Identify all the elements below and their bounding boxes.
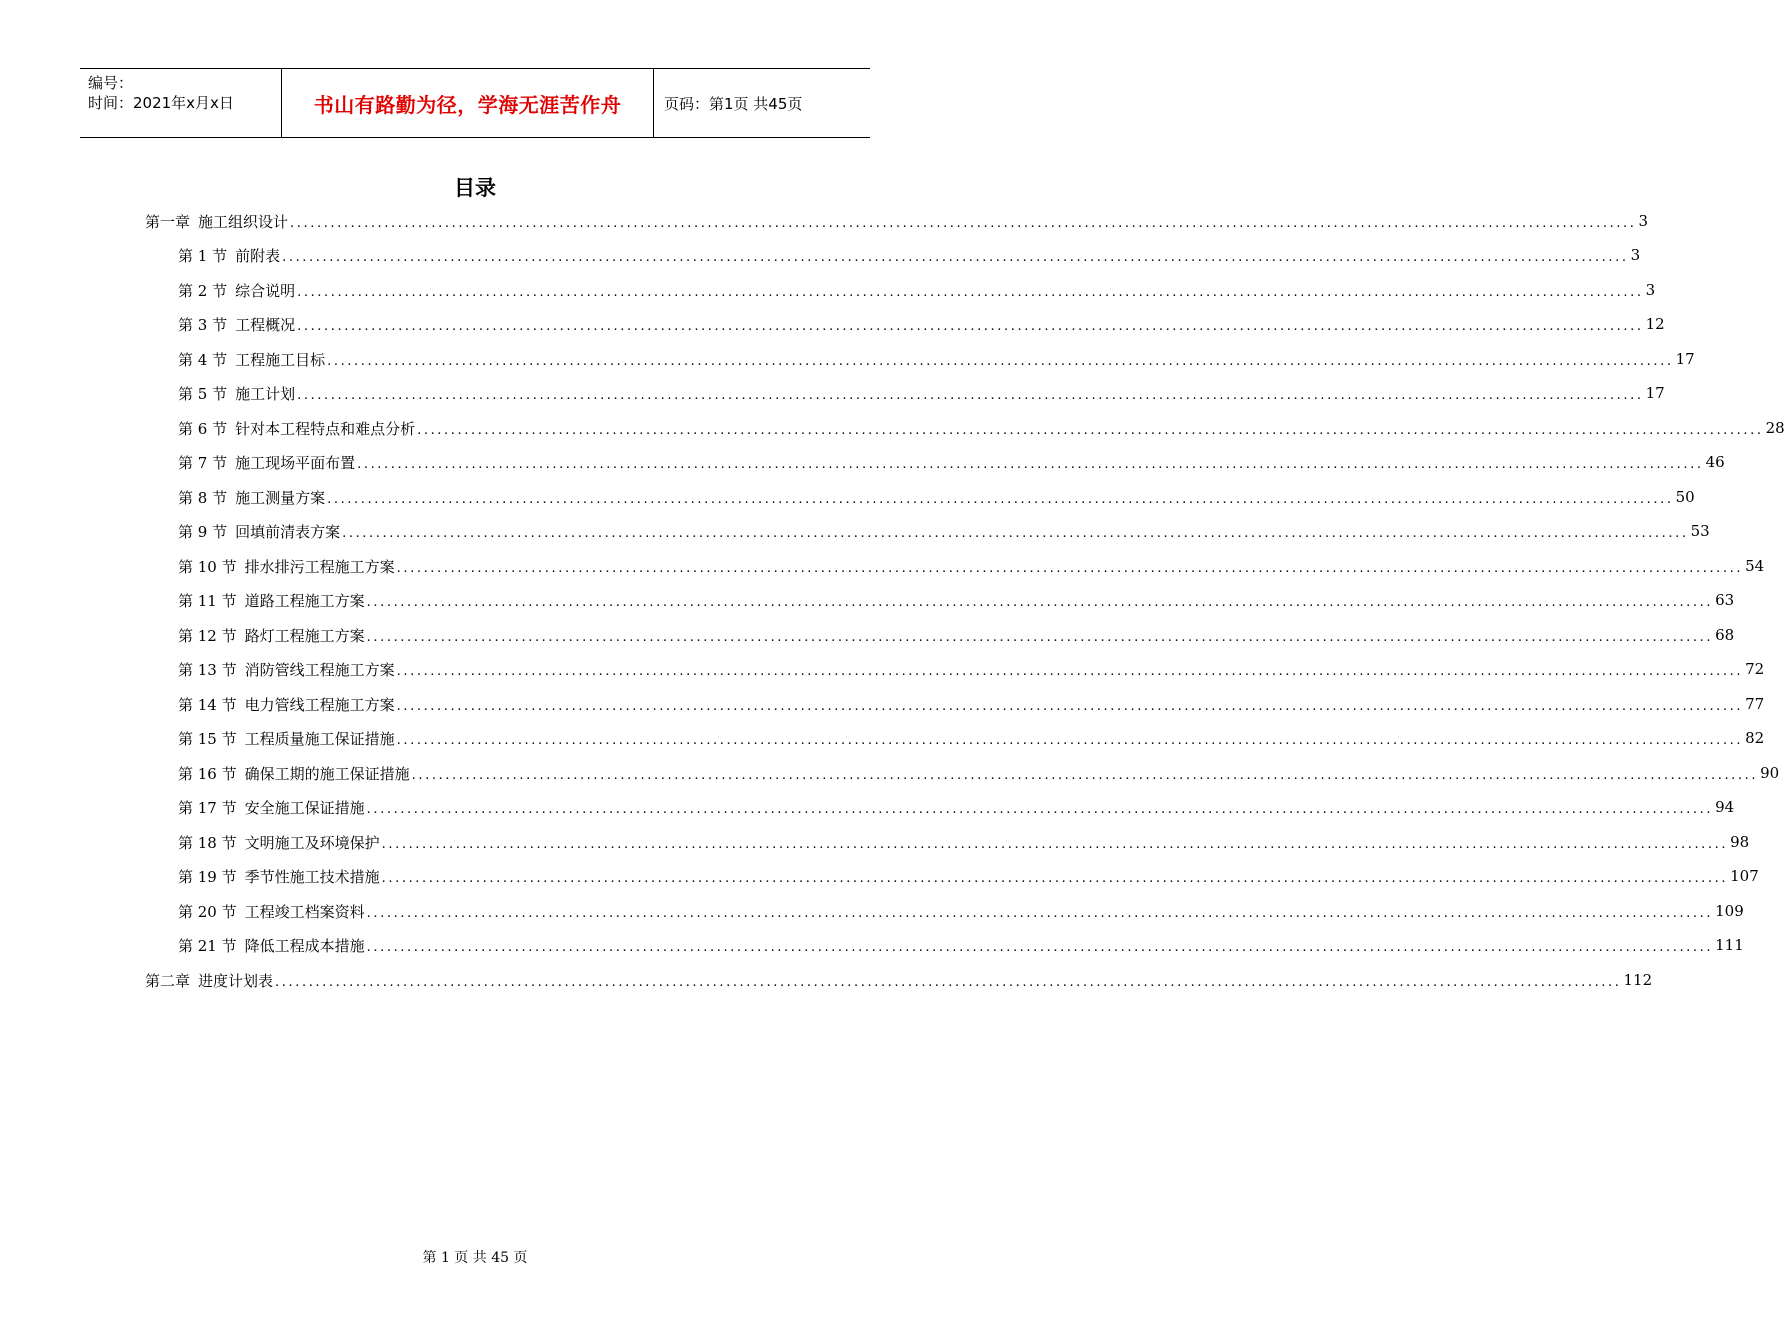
toc-entry[interactable] — [178, 273, 1656, 307]
toc-entry[interactable] — [178, 549, 1765, 583]
toc-dot-leader: ........................................................................................................................................................................................................ — [357, 456, 1704, 472]
toc-entry-number: 第二章 — [145, 971, 191, 990]
toc-dot-leader: ........................................................................................................................................................................................................ — [282, 249, 1629, 265]
toc-entry-number: 第 15 节 — [178, 729, 237, 748]
header-motto: 书山有路勤为径，学海无涯苦作舟 — [313, 92, 622, 117]
toc-entry[interactable] — [178, 411, 1785, 445]
toc-entry-number: 第 4 节 — [178, 350, 228, 369]
toc-entry-label: 降低工程成本措施 — [244, 936, 365, 955]
toc-entry-number: 第 8 节 — [178, 488, 228, 507]
toc-entry-number: 第 12 节 — [178, 626, 237, 645]
toc-entry[interactable] — [178, 928, 1744, 962]
toc-entry-number: 第 5 节 — [178, 384, 228, 403]
toc-entry[interactable] — [178, 825, 1750, 859]
toc-dot-leader: ........................................................................................................................................................................................................ — [381, 870, 1729, 886]
toc-entry-label: 工程施工目标 — [235, 350, 326, 369]
toc-dot-leader: ........................................................................................................................................................................................................ — [396, 732, 1744, 748]
toc-entry-number: 第 9 节 — [178, 522, 228, 541]
toc-entry-label: 施工计划 — [235, 384, 296, 403]
toc-entry-label: 综合说明 — [235, 281, 296, 300]
toc-dot-leader: ........................................................................................................................................................................................................ — [342, 525, 1689, 541]
toc-entry-number: 第 16 节 — [178, 764, 237, 783]
toc-dot-leader: ........................................................................................................................................................................................................ — [381, 836, 1729, 852]
toc-entry-page: 90 — [1760, 764, 1780, 782]
toc-entry-page: 53 — [1690, 522, 1710, 540]
toc-dot-leader: ........................................................................................................................................................................................................ — [297, 284, 1644, 300]
header-page-info: 页码：第1页 共45页 — [664, 94, 803, 113]
toc-entry[interactable] — [178, 583, 1735, 617]
toc-entry-number: 第 17 节 — [178, 798, 237, 817]
toc-entry-page: 3 — [1630, 246, 1641, 264]
toc-entry-number: 第 18 节 — [178, 833, 237, 852]
toc-entry-page: 82 — [1745, 729, 1765, 747]
toc-entry-number: 第 7 节 — [178, 453, 228, 472]
toc-dot-leader: ........................................................................................................................................................................................................ — [396, 663, 1744, 679]
toc-entry-number: 第 14 节 — [178, 695, 237, 714]
toc-entry-label: 工程质量施工保证措施 — [244, 729, 395, 748]
header-motto-cell — [282, 69, 654, 137]
toc-dot-leader: ........................................................................................................................................................................................................ — [297, 318, 1644, 334]
toc-entry-page: 17 — [1675, 350, 1695, 368]
toc-entry[interactable] — [178, 859, 1759, 893]
serial-label: 编号： — [88, 74, 134, 92]
toc-entry[interactable] — [178, 342, 1695, 376]
toc-entry-number: 第 21 节 — [178, 936, 237, 955]
toc-entry-page: 3 — [1645, 281, 1656, 299]
toc-entry[interactable] — [178, 480, 1695, 514]
toc-entry-number: 第 20 节 — [178, 902, 237, 921]
toc-entry-label: 安全施工保证措施 — [244, 798, 365, 817]
toc-entry-page: 98 — [1730, 833, 1750, 851]
toc-dot-leader: ........................................................................................................................................................................................................ — [327, 353, 1674, 369]
toc-entry[interactable] — [178, 514, 1710, 548]
toc-entry[interactable] — [178, 687, 1765, 721]
toc-entry-label: 回填前清表方案 — [235, 522, 341, 541]
toc-dot-leader: ........................................................................................................................................................................................................ — [366, 905, 1714, 921]
toc-dot-leader: ........................................................................................................................................................................................................ — [396, 560, 1744, 576]
toc-entry-label: 消防管线工程施工方案 — [244, 660, 395, 679]
toc-entry-label: 路灯工程施工方案 — [244, 626, 365, 645]
toc-dot-leader: ........................................................................................................................................................................................................ — [366, 594, 1714, 610]
toc-entry[interactable] — [178, 721, 1765, 755]
toc-entry-label: 季节性施工技术措施 — [244, 867, 380, 886]
toc-entry-label: 工程竣工档案资料 — [244, 902, 365, 921]
toc-entry-number: 第 2 节 — [178, 281, 228, 300]
toc-entry-label: 施工测量方案 — [235, 488, 326, 507]
toc-title: 目录 — [454, 176, 496, 200]
toc-entry-number: 第 10 节 — [178, 557, 237, 576]
page-header — [80, 68, 870, 138]
toc-entry-page: 68 — [1715, 626, 1735, 644]
page-footer — [0, 1247, 950, 1267]
toc-entry-page: 107 — [1730, 867, 1759, 885]
toc-entry-page: 12 — [1645, 315, 1665, 333]
toc-entry-page: 54 — [1745, 557, 1765, 575]
toc-entry-page: 111 — [1715, 936, 1744, 954]
toc-entry[interactable] — [178, 618, 1735, 652]
toc-dot-leader: ........................................................................................................................................................................................................ — [290, 215, 1637, 231]
toc-entry[interactable] — [145, 204, 1649, 238]
toc-entry-number: 第 6 节 — [178, 419, 228, 438]
toc-entry-label: 进度计划表 — [198, 971, 274, 990]
toc-dot-leader: ........................................................................................................................................................................................................ — [396, 698, 1744, 714]
toc-entry-label: 施工现场平面布置 — [235, 453, 356, 472]
toc-entry-page: 94 — [1715, 798, 1735, 816]
toc-entry-page: 72 — [1745, 660, 1765, 678]
header-page-info-cell — [654, 69, 870, 137]
toc-entry-label: 工程概况 — [235, 315, 296, 334]
toc-entry-label: 文明施工及环境保护 — [244, 833, 380, 852]
toc-entry-label: 施工组织设计 — [198, 212, 289, 231]
toc-entry-page: 50 — [1675, 488, 1695, 506]
toc-entry[interactable] — [178, 376, 1665, 410]
toc-entry-page: 77 — [1745, 695, 1765, 713]
toc-dot-leader: ........................................................................................................................................................................................................ — [366, 939, 1714, 955]
toc-entry-page: 63 — [1715, 591, 1735, 609]
time-label: 时间：2021年x月x日 — [88, 94, 234, 112]
toc-dot-leader: ........................................................................................................................................................................................................ — [366, 801, 1714, 817]
toc-entry[interactable] — [145, 963, 1653, 997]
toc-entry[interactable] — [178, 894, 1744, 928]
toc-dot-leader: ........................................................................................................................................................................................................ — [327, 491, 1674, 507]
toc-entry-label: 确保工期的施工保证措施 — [244, 764, 410, 783]
toc-entry[interactable] — [178, 652, 1765, 686]
toc-entry-page: 28 — [1765, 419, 1785, 437]
toc-entry-number: 第 1 节 — [178, 246, 228, 265]
toc-dot-leader: ........................................................................................................................................................................................................ — [366, 629, 1714, 645]
toc-entry-page: 112 — [1623, 971, 1653, 989]
toc-entry-page: 109 — [1715, 902, 1744, 920]
toc-entry-label: 电力管线工程施工方案 — [244, 695, 395, 714]
toc-entry-page: 17 — [1645, 384, 1665, 402]
toc-entry-number: 第 11 节 — [178, 591, 237, 610]
toc-entry[interactable] — [178, 756, 1780, 790]
toc-dot-leader: ........................................................................................................................................................................................................ — [297, 387, 1644, 403]
toc-entry-number: 第一章 — [145, 212, 191, 231]
toc-entry-number: 第 3 节 — [178, 315, 228, 334]
toc-entry[interactable] — [178, 445, 1725, 479]
toc-entry[interactable] — [178, 238, 1641, 272]
toc-entry-label: 针对本工程特点和难点分析 — [235, 419, 416, 438]
toc-entry-label: 道路工程施工方案 — [244, 591, 365, 610]
header-meta — [80, 69, 282, 137]
footer-page-counter: 第 1 页 共 45 页 — [422, 1250, 528, 1266]
toc-entry[interactable] — [178, 790, 1735, 824]
toc-dot-leader: ........................................................................................................................................................................................................ — [275, 974, 1622, 990]
toc-entry-page: 46 — [1705, 453, 1725, 471]
toc-entry-number: 第 13 节 — [178, 660, 237, 679]
toc-entry-page: 3 — [1638, 212, 1649, 230]
toc-entry[interactable] — [178, 307, 1665, 341]
toc-entry-label: 排水排污工程施工方案 — [244, 557, 395, 576]
toc-dot-leader: ........................................................................................................................................................................................................ — [417, 422, 1764, 438]
toc-dot-leader: ........................................................................................................................................................................................................ — [411, 767, 1759, 783]
toc-entry-label: 前附表 — [235, 246, 281, 265]
toc-entry-number: 第 19 节 — [178, 867, 237, 886]
